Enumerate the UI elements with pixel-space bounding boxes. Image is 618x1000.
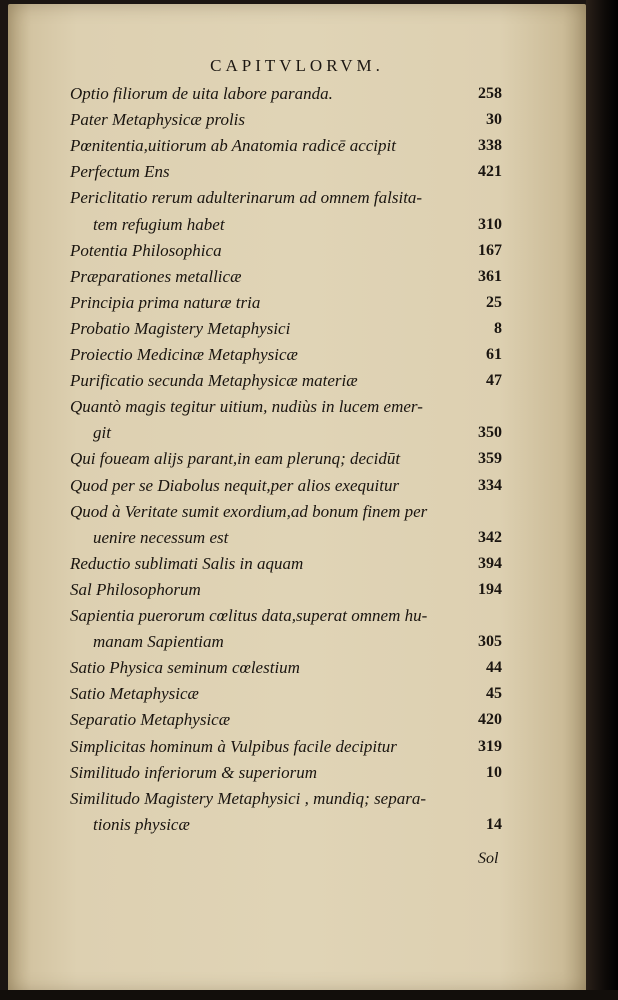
entry-title: Perfectum Ens bbox=[70, 162, 170, 182]
entry-title: Optio filiorum de uita labore paranda. bbox=[70, 84, 333, 103]
entry-continuation: git bbox=[93, 423, 111, 443]
entry-page-number: 310 bbox=[478, 215, 502, 233]
entry-page-number: 25 bbox=[486, 293, 502, 311]
catchword: Sol bbox=[478, 850, 499, 867]
entry-page-number: 14 bbox=[486, 815, 502, 833]
entry-title: Principia prima naturæ tria bbox=[70, 292, 261, 312]
entry-title: Probatio Magistery Metaphysici bbox=[70, 318, 291, 338]
entry-page-number: 30 bbox=[486, 111, 502, 129]
entry-page-number: 194 bbox=[478, 580, 502, 598]
entry-title: Reductio sublimati Salis in aquam bbox=[70, 553, 304, 573]
entry-title: Satio Physica seminum cœlestium bbox=[70, 658, 300, 678]
book-page bbox=[8, 4, 586, 992]
entry-page-number: 350 bbox=[478, 424, 502, 442]
entry-page-number: 61 bbox=[486, 346, 502, 363]
entry-page-number: 47 bbox=[486, 372, 502, 390]
entry-page-number: 45 bbox=[486, 685, 502, 703]
entry-continuation: tionis physicæ bbox=[93, 814, 190, 834]
entry-title: Simplicitas hominum à Vulpibus facile decipitur bbox=[70, 736, 397, 756]
entry-page-number: 8 bbox=[494, 319, 502, 337]
entry-title: Purificatio secunda Metaphysicæ materiæ bbox=[70, 371, 358, 391]
entry-page-number: 10 bbox=[486, 763, 502, 781]
entry-title: Pater Metaphysicæ prolis bbox=[70, 110, 246, 130]
entry-title: Potentia Philosophica bbox=[70, 240, 222, 260]
entry-page-number: 319 bbox=[478, 737, 502, 755]
book-gutter-shadow bbox=[586, 0, 618, 1000]
entry-title: Similitudo Magistery Metaphysici , mundiq; separa- bbox=[70, 788, 427, 808]
entry-title: Quantò magis tegitur uitium, nudiùs in lucem emer- bbox=[70, 397, 423, 417]
entry-page-number: 305 bbox=[478, 633, 502, 651]
index-entries bbox=[8, 4, 586, 992]
entry-page-number: 342 bbox=[478, 528, 502, 546]
entry-title: Quod à Veritate sumit exordium,ad bonum finem per bbox=[70, 501, 428, 521]
entry-page-number: 258 bbox=[478, 85, 502, 102]
entry-page-number: 361 bbox=[478, 267, 502, 285]
entry-page-number: 421 bbox=[478, 163, 502, 181]
entry-page-number: 338 bbox=[478, 137, 502, 155]
entry-title: Periclitatio rerum adulterinarum ad omnem falsita- bbox=[70, 188, 423, 208]
entry-page-number: 394 bbox=[478, 554, 502, 572]
entry-title: Præparationes metallicæ bbox=[70, 266, 242, 286]
page-header: CAPITVLORVM. bbox=[210, 56, 384, 75]
entry-page-number: 44 bbox=[486, 659, 502, 677]
entry-page-number: 167 bbox=[478, 241, 502, 259]
entry-continuation: manam Sapientiam bbox=[93, 632, 224, 652]
entry-title: Similitudo inferiorum & superiorum bbox=[70, 762, 317, 782]
entry-page-number: 359 bbox=[478, 450, 502, 468]
page-bottom-edge bbox=[0, 990, 618, 1000]
entry-title: Quod per se Diabolus nequit,per alios exequitur bbox=[70, 475, 400, 495]
entry-title: Sal Philosophorum bbox=[70, 579, 201, 599]
entry-title: Pœnitentia,uitiorum ab Anatomia radicē accipit bbox=[70, 136, 396, 156]
entry-title: Satio Metaphysicæ bbox=[70, 684, 199, 704]
entry-continuation: uenire necessum est bbox=[93, 527, 229, 547]
entry-title: Separatio Metaphysicæ bbox=[70, 710, 231, 730]
entry-continuation: tem refugium habet bbox=[93, 214, 225, 234]
entry-title: Qui foueam alijs parant,in eam plerunq; decidūt bbox=[70, 449, 401, 469]
entry-title: Sapientia puerorum cœlitus data,superat omnem hu- bbox=[70, 606, 428, 625]
entry-page-number: 420 bbox=[478, 711, 502, 729]
entry-title: Proiectio Medicinæ Metaphysicæ bbox=[70, 345, 298, 364]
entry-page-number: 334 bbox=[478, 476, 502, 494]
